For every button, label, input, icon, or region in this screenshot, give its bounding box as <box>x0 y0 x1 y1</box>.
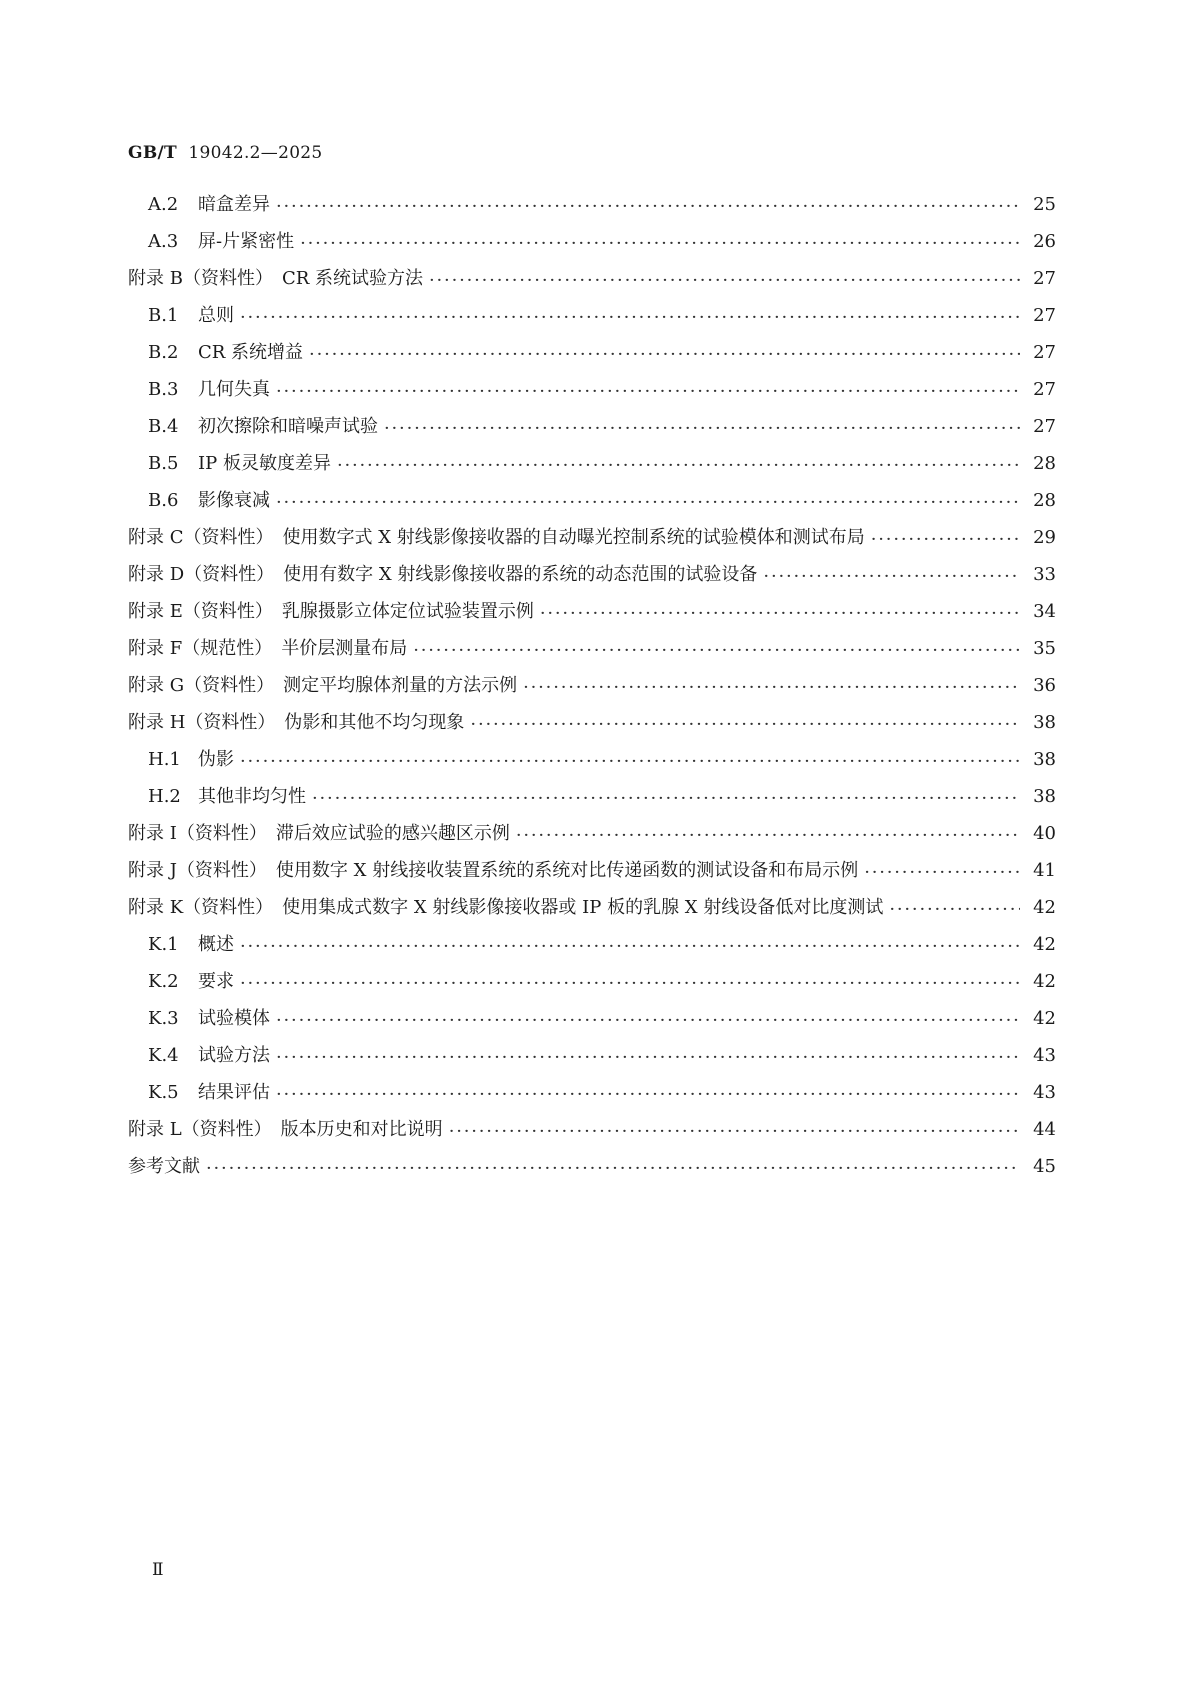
toc-entry-code: K.5 <box>148 1082 179 1103</box>
toc-leader-dots <box>523 677 1020 695</box>
toc-entry-code: K.1 <box>148 934 179 955</box>
toc-entry[interactable] <box>128 745 1056 782</box>
toc-entry-code: B.6 <box>148 490 179 511</box>
toc-entry[interactable] <box>128 856 1056 893</box>
toc-leader-dots <box>429 270 1020 288</box>
toc-entry-title: 概述 <box>198 934 234 955</box>
toc-leader-dots <box>540 603 1020 621</box>
table-of-contents <box>128 190 1056 1189</box>
toc-entry[interactable] <box>128 930 1056 967</box>
toc-entry-page: 27 <box>1033 305 1056 326</box>
toc-entry-page: 27 <box>1033 416 1056 437</box>
toc-leader-dots <box>864 862 1020 880</box>
toc-leader-dots <box>871 529 1020 547</box>
toc-entry[interactable] <box>128 301 1056 338</box>
toc-entry[interactable] <box>128 227 1056 264</box>
toc-entry-title: 总则 <box>198 305 234 326</box>
toc-leader-dots <box>276 1084 1020 1102</box>
toc-entry-title: 试验模体 <box>198 1008 270 1029</box>
toc-entry-page: 38 <box>1033 712 1056 733</box>
toc-leader-dots <box>337 455 1020 473</box>
toc-leader-dots <box>240 973 1020 991</box>
toc-entry[interactable] <box>128 597 1056 634</box>
toc-entry-page: 40 <box>1033 823 1056 844</box>
toc-leader-dots <box>240 307 1020 325</box>
toc-entry-page: 38 <box>1033 786 1056 807</box>
toc-leader-dots <box>470 714 1020 732</box>
toc-entry-page: 42 <box>1033 1008 1056 1029</box>
toc-entry-page: 33 <box>1033 564 1056 585</box>
toc-entry-code: H.1 <box>148 749 181 770</box>
toc-entry[interactable] <box>128 338 1056 375</box>
toc-entry[interactable] <box>128 523 1056 560</box>
toc-entry-title: 附录 L（资料性） 版本历史和对比说明 <box>128 1119 443 1140</box>
toc-entry-page: 28 <box>1033 453 1056 474</box>
toc-entry[interactable] <box>128 634 1056 671</box>
toc-entry[interactable] <box>128 190 1056 227</box>
toc-entry-title: 附录 J（资料性） 使用数字 X 射线接收装置系统的系统对比传递函数的测试设备和布局示例 <box>128 860 859 881</box>
standard-number: 19042.2—2025 <box>188 143 323 163</box>
toc-entry-title: 附录 H（资料性） 伪影和其他不均匀现象 <box>128 712 465 733</box>
toc-entry-page: 35 <box>1033 638 1056 659</box>
toc-entry-title: 结果评估 <box>198 1082 270 1103</box>
toc-leader-dots <box>309 344 1020 362</box>
toc-entry-title: 附录 K（资料性） 使用集成式数字 X 射线影像接收器或 IP 板的乳腺 X 射线设备低对比度测试 <box>128 897 884 918</box>
toc-entry[interactable] <box>128 1078 1056 1115</box>
toc-entry-title: 几何失真 <box>198 379 270 400</box>
toc-leader-dots <box>276 381 1020 399</box>
toc-entry-code: A.3 <box>148 231 179 252</box>
toc-entry-code: B.1 <box>148 305 179 326</box>
toc-entry-code: K.4 <box>148 1045 179 1066</box>
toc-entry-title: IP 板灵敏度差异 <box>198 453 331 474</box>
toc-leader-dots <box>206 1158 1020 1176</box>
toc-leader-dots <box>276 492 1020 510</box>
toc-entry[interactable] <box>128 449 1056 486</box>
toc-entry[interactable] <box>128 375 1056 412</box>
toc-entry-code: H.2 <box>148 786 181 807</box>
toc-entry[interactable] <box>128 1004 1056 1041</box>
toc-entry-code: B.2 <box>148 342 179 363</box>
toc-leader-dots <box>276 1010 1020 1028</box>
toc-entry-page: 43 <box>1033 1082 1056 1103</box>
toc-entry[interactable] <box>128 967 1056 1004</box>
toc-entry-title: 附录 E（资料性） 乳腺摄影立体定位试验装置示例 <box>128 601 534 622</box>
toc-entry-title: 附录 G（资料性） 测定平均腺体剂量的方法示例 <box>128 675 518 696</box>
toc-leader-dots <box>240 751 1020 769</box>
toc-entry-page: 41 <box>1033 860 1056 881</box>
toc-entry-page: 27 <box>1033 342 1056 363</box>
toc-entry-title: 要求 <box>198 971 234 992</box>
toc-entry-title: 暗盒差异 <box>198 194 270 215</box>
toc-entry-page: 34 <box>1033 601 1056 622</box>
toc-entry[interactable] <box>128 819 1056 856</box>
toc-entry[interactable] <box>128 486 1056 523</box>
toc-leader-dots <box>276 196 1020 214</box>
toc-entry-title: 附录 F（规范性） 半价层测量布局 <box>128 638 408 659</box>
toc-leader-dots <box>516 825 1020 843</box>
toc-entry[interactable] <box>128 671 1056 708</box>
toc-leader-dots <box>312 788 1020 806</box>
toc-entry-page: 25 <box>1033 194 1056 215</box>
toc-entry-code: B.4 <box>148 416 179 437</box>
toc-entry-page: 45 <box>1033 1156 1056 1177</box>
toc-entry-title: 附录 I（资料性） 滞后效应试验的感兴趣区示例 <box>128 823 510 844</box>
toc-entry-title: 附录 C（资料性） 使用数字式 X 射线影像接收器的自动曝光控制系统的试验模体和测试布局 <box>128 527 865 548</box>
toc-entry-title: 伪影 <box>198 749 234 770</box>
toc-entry-page: 44 <box>1033 1119 1056 1140</box>
toc-entry[interactable] <box>128 412 1056 449</box>
toc-leader-dots <box>413 640 1020 658</box>
toc-entry-code: A.2 <box>148 194 179 215</box>
toc-leader-dots <box>889 899 1020 917</box>
toc-leader-dots <box>240 936 1020 954</box>
toc-entry[interactable] <box>128 1115 1056 1152</box>
toc-entry-code: B.3 <box>148 379 179 400</box>
toc-entry[interactable] <box>128 1041 1056 1078</box>
toc-entry-page: 43 <box>1033 1045 1056 1066</box>
toc-entry-title: CR 系统增益 <box>198 342 304 363</box>
toc-entry-page: 38 <box>1033 749 1056 770</box>
toc-leader-dots <box>300 233 1020 251</box>
page-number: Ⅱ <box>152 1560 164 1580</box>
toc-leader-dots <box>449 1121 1020 1139</box>
toc-entry-code: K.2 <box>148 971 179 992</box>
toc-entry-title: 附录 D（资料性） 使用有数字 X 射线影像接收器的系统的动态范围的试验设备 <box>128 564 758 585</box>
toc-entry-title: 试验方法 <box>198 1045 270 1066</box>
toc-entry[interactable] <box>128 893 1056 930</box>
toc-leader-dots <box>276 1047 1020 1065</box>
toc-entry-page: 29 <box>1033 527 1056 548</box>
toc-entry-title: 初次擦除和暗噪声试验 <box>198 416 378 437</box>
toc-entry-page: 42 <box>1033 971 1056 992</box>
toc-entry-title: 参考文献 <box>128 1156 200 1177</box>
toc-entry-code: K.3 <box>148 1008 179 1029</box>
toc-entry[interactable] <box>128 560 1056 597</box>
toc-entry-page: 27 <box>1033 379 1056 400</box>
toc-leader-dots <box>384 418 1020 436</box>
toc-entry-page: 26 <box>1033 231 1056 252</box>
toc-entry[interactable] <box>128 708 1056 745</box>
toc-entry[interactable] <box>128 264 1056 301</box>
toc-entry-page: 28 <box>1033 490 1056 511</box>
toc-entry[interactable] <box>128 1152 1056 1189</box>
toc-entry-page: 42 <box>1033 934 1056 955</box>
standard-code: GB/T <box>128 143 177 163</box>
toc-entry-title: 影像衰减 <box>198 490 270 511</box>
toc-entry-page: 27 <box>1033 268 1056 289</box>
page-header <box>128 143 323 163</box>
toc-entry-title: 其他非均匀性 <box>198 786 306 807</box>
toc-entry-code: B.5 <box>148 453 179 474</box>
toc-entry-title: 附录 B（资料性） CR 系统试验方法 <box>128 268 423 289</box>
toc-entry[interactable] <box>128 782 1056 819</box>
toc-entry-page: 36 <box>1033 675 1056 696</box>
toc-entry-title: 屏-片紧密性 <box>198 231 295 252</box>
toc-leader-dots <box>763 566 1020 584</box>
toc-entry-page: 42 <box>1033 897 1056 918</box>
